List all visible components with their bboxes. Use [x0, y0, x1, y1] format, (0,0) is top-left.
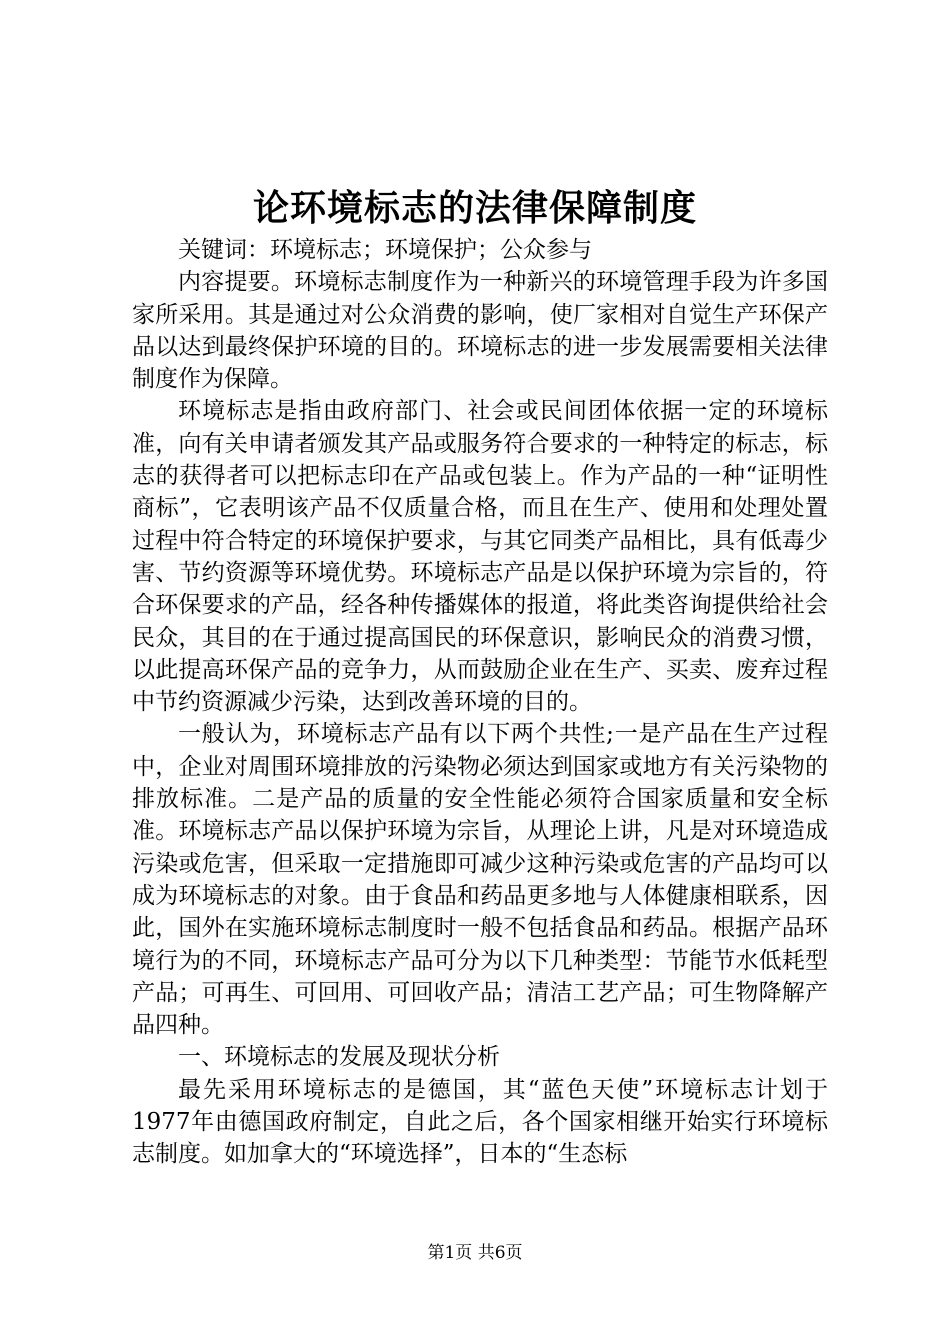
abstract-paragraph: 内容提要。环境标志制度作为一种新兴的环境管理手段为许多国家所采用。其是通过对公众消费的影响，使厂家相对自觉生产环保产品以达到最终保护环境的目的。环境标志的进一步发展需要相关法律制度作为保障。 [132, 269, 828, 393]
document-body [132, 234, 828, 1171]
page-footer: 第1页 共6页 [427, 1243, 523, 1263]
keywords-paragraph: 关键词：环境标志；环境保护；公众参与 [178, 237, 592, 263]
section-heading: 一、环境标志的发展及现状分析 [178, 1044, 500, 1071]
body-paragraph: 一般认为，环境标志产品有以下两个共性;一是产品在生产过程中，企业对周围环境排放的污染物必须达到国家或地方有关污染物的排放标准。二是产品的质量的安全性能必须符合国家质量和安全标准。环境标志产品以保护环境为宗旨，从理论上讲，凡是对环境造成污染或危害，但采取一定措施即可减少这种污染或危害的产品均可以成为环境标志的对象。由于食品和药品更多地与人体健康相联系，因此，国外在实施环境标志制度时一般不包括食品和药品。根据产品环境行为的不同，环境标志产品可分为以下几种类型：节能节水低耗型产品；可再生、可回用、可回收产品；清洁工艺产品；可生物降解产品四种。 [132, 721, 828, 1039]
document-title: 论环境标志的法律保障制度 [252, 187, 697, 229]
body-paragraph: 环境标志是指由政府部门、社会或民间团体依据一定的环境标准，向有关申请者颁发其产品或服务符合要求的一种特定的标志，标志的获得者可以把标志印在产品或包装上。作为产品的一种“证明性商标”，它表明该产品不仅质量合格，而且在生产、使用和处理处置过程中符合特定的环境保护要求，与其它同类产品相比，具有低毒少害、节约资源等环境优势。环境标志产品是以保护环境为宗旨的，符合环保要求的产品，经各种传播媒体的报道，将此类咨询提供给社会民众，其目的在于通过提高国民的环保意识，影响民众的消费习惯，以此提高环保产品的竞争力，从而鼓励企业在生产、买卖、废弃过程中节约资源减少污染，达到改善环境的目的。 [132, 398, 828, 716]
body-paragraph: 最先采用环境标志的是德国，其“蓝色天使”环境标志计划于1977年由德国政府制定，自此之后，各个国家相继开始实行环境标志制度。如加拿大的“环境选择”，日本的“生态标 [132, 1076, 828, 1168]
